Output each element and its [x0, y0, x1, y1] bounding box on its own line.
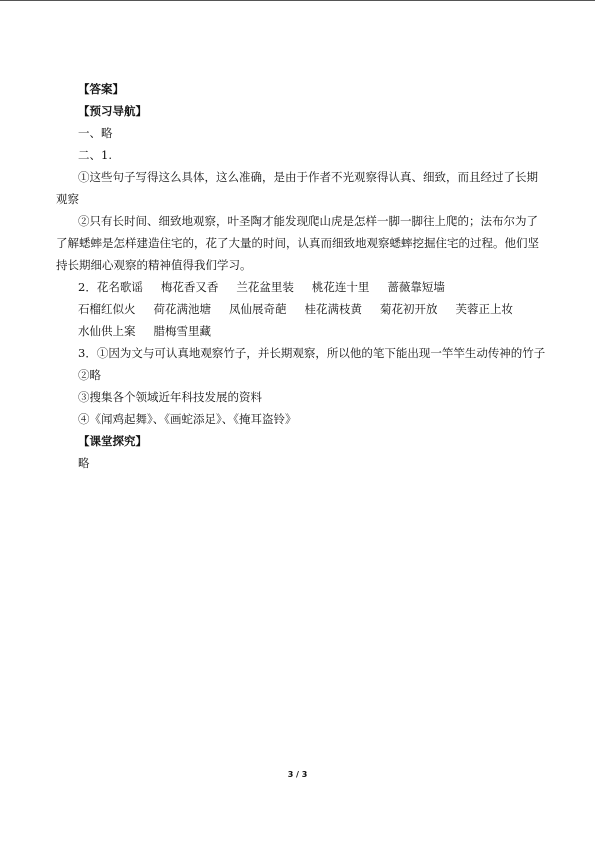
- flower-item: 桃花连十里: [311, 280, 370, 294]
- flower-item: 梅花香又香: [160, 280, 219, 294]
- item-last: 略: [78, 456, 90, 470]
- flower-item: 水仙供上案: [78, 324, 136, 338]
- section-answer: 【答案】: [78, 82, 124, 96]
- flower-item: 腊梅雪里藏: [153, 324, 211, 338]
- item-one: 一、略: [78, 126, 113, 140]
- flower-row-2: [56, 298, 548, 320]
- flower-item: 桂花满枝黄: [304, 302, 362, 316]
- flower-row-3: [56, 320, 548, 342]
- flower-row-1: [56, 276, 548, 298]
- flower-item: 芙蓉正上妆: [455, 302, 513, 316]
- section-preview: 【预习导航】: [78, 104, 147, 118]
- item-three-4: ④《闻鸡起舞》、《画蛇添足》、《掩耳盗铃》: [78, 412, 297, 426]
- section-classroom: 【课堂探究】: [78, 434, 147, 448]
- item-three: 3．①因为文与可认真地观察竹子，并长期观察，所以他的笔下能出现一竿竿生动传神的竹子: [78, 346, 546, 360]
- paragraph-1: ①这些句子写得这么具体，这么准确，是由于作者不光观察得认真、细致，而且经过了长期观察: [56, 170, 538, 206]
- flower-item: 兰花盆里装: [236, 280, 294, 294]
- flower-item: 凤仙展奇葩: [229, 302, 287, 316]
- flower-song-label: 2．花名歌谣: [78, 280, 143, 294]
- document-body: [56, 78, 548, 474]
- paragraph-2: ②只有长时间、细致地观察，叶圣陶才能发现爬山虎是怎样一脚一脚往上爬的；法布尔为了了解蟋蟀是怎样建造住宅的，花了大量的时间，认真而细致地观察蟋蟀挖掘住宅的过程。他们坚持长期细心观察的精神值得我们学习。: [56, 214, 539, 272]
- flower-item: 石榴红似火: [78, 302, 136, 316]
- flower-item: 蔷薇靠短墙: [387, 280, 445, 294]
- flower-item: 菊花初开放: [380, 302, 438, 316]
- page-number: 3 / 3: [287, 770, 308, 779]
- item-three-2: ②略: [78, 368, 101, 382]
- item-three-3: ③搜集各个领域近年科技发展的资料: [78, 390, 262, 404]
- item-two: 二、1.: [78, 148, 112, 162]
- header-rule: [0, 0, 595, 1]
- flower-item: 荷花满池塘: [153, 302, 211, 316]
